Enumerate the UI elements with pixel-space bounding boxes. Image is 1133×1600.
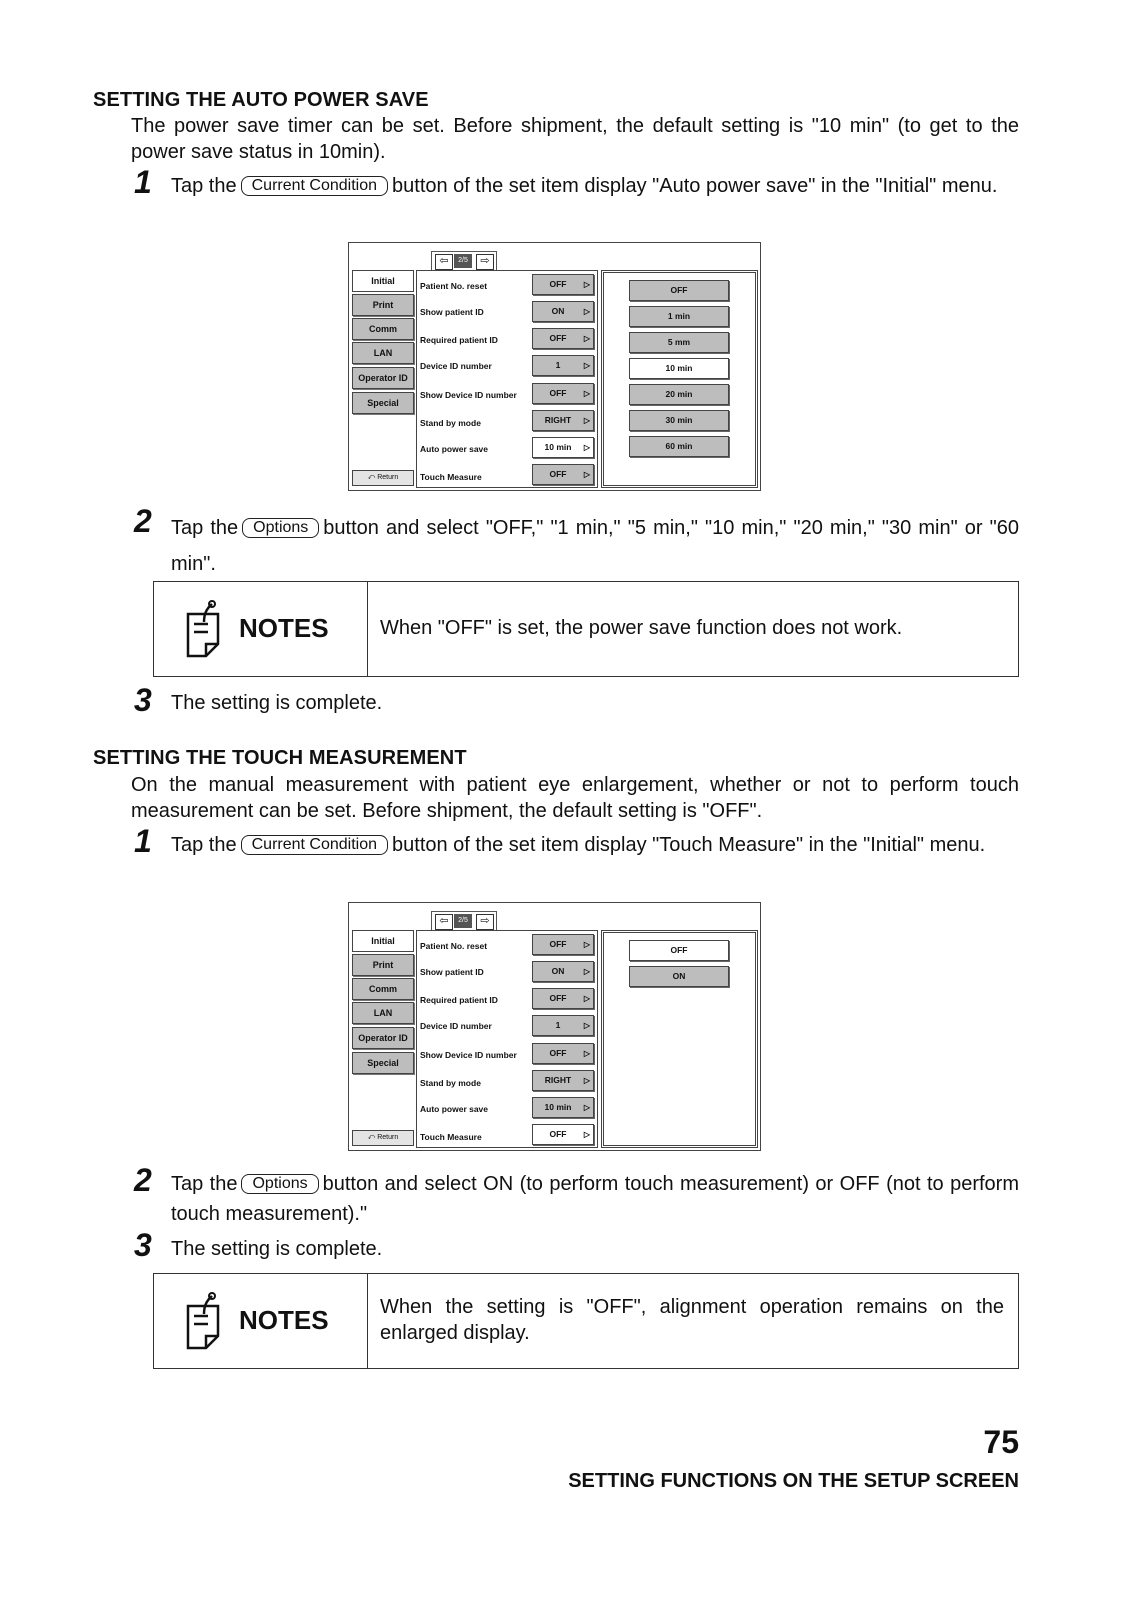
footer-section-title: SETTING FUNCTIONS ON THE SETUP SCREEN: [568, 1470, 1019, 1492]
row-label-required-patient-id: Required patient ID: [420, 995, 498, 1005]
current-condition-button: Current Condition: [241, 835, 388, 855]
tab-special[interactable]: Special: [352, 1052, 414, 1074]
arrow-right-icon: ▷: [583, 361, 590, 370]
step-1-text: [171, 830, 1019, 860]
tab-operator-id[interactable]: Operator ID: [352, 367, 414, 389]
value-button-required-patient-id[interactable]: OFF ▷: [532, 328, 594, 349]
notes-box: [153, 581, 1019, 677]
arrow-right-icon: ▷: [583, 940, 590, 949]
settings-list: [416, 930, 598, 1148]
arrow-right-icon: ▷: [583, 1076, 590, 1085]
row-label-patient-no-reset: Patient No. reset: [420, 941, 488, 951]
tab-print[interactable]: Print: [352, 954, 414, 976]
options-list: [601, 270, 758, 488]
tab-initial[interactable]: Initial: [352, 270, 414, 292]
row-label-show-patient-id: Show patient ID: [420, 307, 484, 317]
row-label-show-patient-id: Show patient ID: [420, 967, 484, 977]
section-heading-touch-measurement: SETTING THE TOUCH MEASUREMENT: [93, 747, 467, 769]
tab-lan[interactable]: LAN: [352, 1002, 414, 1024]
tab-special[interactable]: Special: [352, 392, 414, 414]
setup-screen-touch-measure: [348, 902, 761, 1151]
arrow-right-icon: ▷: [583, 280, 590, 289]
section-intro: The power save timer can be set. Before shipment, the default setting is "10 min" (to get to the power save status in 10min).: [131, 115, 1019, 163]
row-label-required-patient-id: Required patient ID: [420, 335, 498, 345]
prev-page-icon[interactable]: ⇦: [435, 254, 453, 270]
arrow-right-icon: ▷: [583, 307, 590, 316]
page-navigator: [431, 251, 497, 270]
next-page-icon[interactable]: ⇨: [476, 914, 494, 930]
arrow-right-icon: ▷: [583, 389, 590, 398]
page-indicator: 2/5: [454, 254, 472, 268]
setup-screen-auto-power-save: [348, 242, 761, 491]
settings-list: [416, 270, 598, 488]
options-button: Options: [241, 1174, 318, 1194]
notes-box: [153, 1273, 1019, 1369]
page-navigator: [431, 911, 497, 930]
tab-print[interactable]: Print: [352, 294, 414, 316]
return-icon: ⤺: [367, 474, 376, 481]
step-number: 3: [134, 1227, 152, 1263]
step-text: button and select "OFF," "1 min," "5 min," "10 min," "20 min," "30 min" or "60 min".: [171, 517, 1019, 575]
arrow-right-icon: ▷: [583, 994, 590, 1003]
row-label-stand-by-mode: Stand by mode: [420, 1078, 481, 1088]
options-list: [601, 930, 758, 1148]
step-text: Tap the: [171, 1173, 238, 1195]
tab-operator-id[interactable]: Operator ID: [352, 1027, 414, 1049]
step-number: 1: [134, 164, 152, 200]
step-number: 1: [134, 823, 152, 859]
page-number: 75: [983, 1424, 1019, 1460]
value-button-stand-by-mode[interactable]: RIGHT ▷: [532, 410, 594, 431]
row-label-touch-measure: Touch Measure: [420, 1132, 482, 1142]
prev-page-icon[interactable]: ⇦: [435, 914, 453, 930]
notes-icon: [184, 1292, 224, 1352]
value-button-device-id-number[interactable]: 1 ▷: [532, 355, 594, 376]
notes-title: NOTES: [239, 613, 329, 643]
return-label: Return: [377, 474, 399, 481]
step-1-text: [171, 171, 1019, 201]
notes-header: [154, 582, 368, 676]
row-label-show-device-id-number: Show Device ID number: [420, 390, 517, 400]
return-label: Return: [377, 1134, 399, 1141]
value-button-show-device-id-number[interactable]: OFF ▷: [532, 383, 594, 404]
row-label-patient-no-reset: Patient No. reset: [420, 281, 488, 291]
value-button-device-id-number[interactable]: 1 ▷: [532, 1015, 594, 1036]
step-number: 2: [134, 503, 152, 539]
option-off[interactable]: OFF: [629, 940, 729, 961]
return-button[interactable]: [352, 1130, 414, 1146]
value-button-show-patient-id[interactable]: ON ▷: [532, 301, 594, 322]
value-button-auto-power-save[interactable]: 10 min ▷: [532, 1097, 594, 1118]
value-button-show-device-id-number[interactable]: OFF ▷: [532, 1043, 594, 1064]
option-on[interactable]: ON: [629, 966, 729, 987]
step-text: Tap the: [171, 517, 239, 539]
arrow-right-icon: ▷: [583, 1130, 590, 1139]
option-off[interactable]: OFF: [629, 280, 729, 301]
row-label-touch-measure: Touch Measure: [420, 472, 482, 482]
value-button-show-patient-id[interactable]: ON ▷: [532, 961, 594, 982]
value-button-required-patient-id[interactable]: OFF ▷: [532, 988, 594, 1009]
tab-comm[interactable]: Comm: [352, 318, 414, 340]
step-3-text: The setting is complete.: [171, 692, 383, 714]
notes-icon: [184, 600, 224, 660]
row-label-auto-power-save: Auto power save: [420, 1104, 489, 1114]
arrow-right-icon: ▷: [583, 443, 590, 452]
row-label-stand-by-mode: Stand by mode: [420, 418, 481, 428]
tab-comm[interactable]: Comm: [352, 978, 414, 1000]
notes-text: When "OFF" is set, the power save function does not work.: [380, 617, 903, 639]
row-label-auto-power-save: Auto power save: [420, 444, 489, 454]
step-3-text: The setting is complete.: [171, 1238, 383, 1260]
step-text: button of the set item display "Auto power save" in the "Initial" menu.: [392, 175, 998, 197]
value-button-patient-no-reset[interactable]: OFF ▷: [532, 934, 594, 955]
notes-text: When the setting is "OFF", alignment operation remains on the enlarged display.: [380, 1296, 1004, 1344]
notes-header: [154, 1274, 368, 1368]
arrow-right-icon: ▷: [583, 1021, 590, 1030]
value-button-auto-power-save[interactable]: 10 min ▷: [532, 437, 594, 458]
arrow-right-icon: ▷: [583, 1049, 590, 1058]
arrow-right-icon: ▷: [583, 334, 590, 343]
option-60-min[interactable]: 60 min: [629, 436, 729, 457]
arrow-right-icon: ▷: [583, 470, 590, 479]
value-button-stand-by-mode[interactable]: RIGHT ▷: [532, 1070, 594, 1091]
step-2-text: [171, 1169, 1019, 1229]
option-1-min[interactable]: 1 min: [629, 306, 729, 327]
row-label-device-id-number: Device ID number: [420, 1021, 492, 1031]
page-indicator: 2/5: [454, 914, 472, 928]
tab-lan[interactable]: LAN: [352, 342, 414, 364]
arrow-right-icon: ▷: [583, 416, 590, 425]
step-text: button of the set item display "Touch Measure" in the "Initial" menu.: [392, 834, 986, 856]
options-button: Options: [242, 518, 319, 538]
next-page-icon[interactable]: ⇨: [476, 254, 494, 270]
value-button-touch-measure[interactable]: OFF ▷: [532, 1124, 594, 1145]
notes-title: NOTES: [239, 1305, 329, 1335]
row-label-device-id-number: Device ID number: [420, 361, 492, 371]
step-number: 2: [134, 1162, 152, 1198]
section-intro: On the manual measurement with patient eye enlargement, whether or not to perform touch measurement can be set. Before shipment, the default setting is "OFF".: [131, 774, 1019, 822]
option-5-min[interactable]: 5 mm: [629, 332, 729, 353]
step-number: 3: [134, 682, 152, 718]
row-label-show-device-id-number: Show Device ID number: [420, 1050, 517, 1060]
option-30-min[interactable]: 30 min: [629, 410, 729, 431]
option-10-min[interactable]: 10 min: [629, 358, 729, 379]
current-condition-button: Current Condition: [241, 176, 388, 196]
tab-initial[interactable]: Initial: [352, 930, 414, 952]
value-button-patient-no-reset[interactable]: OFF ▷: [532, 274, 594, 295]
section-heading-auto-power-save: SETTING THE AUTO POWER SAVE: [93, 89, 429, 111]
step-text: Tap the: [171, 834, 237, 856]
step-2-text: [171, 510, 1019, 582]
return-icon: ⤺: [367, 1134, 376, 1141]
value-button-touch-measure[interactable]: OFF ▷: [532, 464, 594, 485]
return-button[interactable]: [352, 470, 414, 486]
step-text: Tap the: [171, 175, 237, 197]
arrow-right-icon: ▷: [583, 1103, 590, 1112]
arrow-right-icon: ▷: [583, 967, 590, 976]
option-20-min[interactable]: 20 min: [629, 384, 729, 405]
step-text: button and select ON (to perform touch measurement) or OFF (not to perform touch measurement).": [171, 1173, 1019, 1225]
